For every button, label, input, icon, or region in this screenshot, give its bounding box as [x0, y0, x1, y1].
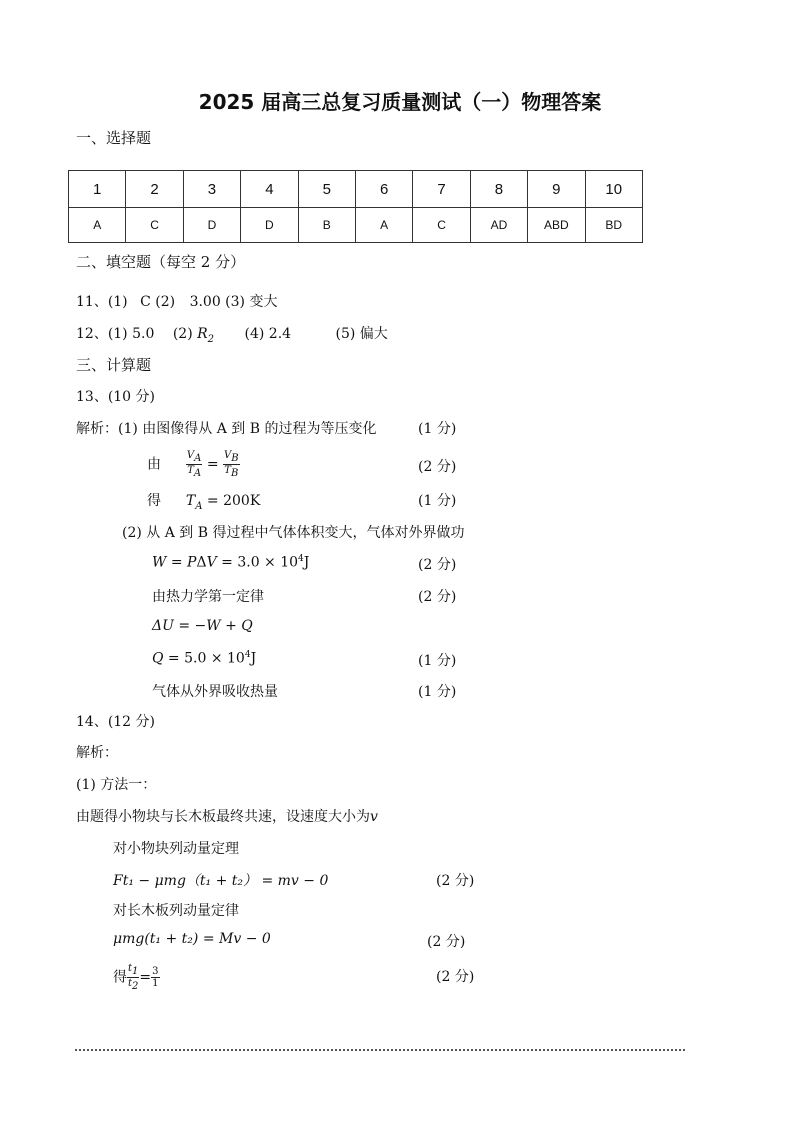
section-choice-heading: 一、选择题 [76, 129, 152, 147]
q13-de: 得 [147, 493, 161, 509]
q13-eq3: $W = P\Delta V = 3.0 \times 10^4J$ [152, 554, 310, 571]
answer-cell: A [69, 208, 126, 243]
resistor-letter: R [197, 326, 208, 342]
q13-eq3-exponent: 4 [298, 554, 304, 564]
q14-header: 14、(12 分) [76, 714, 156, 730]
q14-eq1: Ft₁ − μmg（t₁ + t₂） = mv − 0 [113, 873, 329, 889]
q14-intro-text: 由题得小物块与长木板最终共速，设速度大小为 [76, 809, 370, 825]
q12-part-d: (5) 偏大 [335, 326, 388, 342]
page-divider [75, 1049, 685, 1051]
answer-cell: ABD [528, 208, 585, 243]
answer-cell: B [298, 208, 355, 243]
fraction-vb-tb: $\frac{V_B}{T_B}$ [224, 450, 239, 479]
question-number: 8 [470, 171, 527, 208]
q14-eq3-score: (2 分) [436, 969, 475, 985]
fraction-ratio [151, 966, 159, 989]
question-number: 7 [413, 171, 470, 208]
velocity-symbol: v [370, 809, 378, 825]
q13-you: 由 [147, 456, 161, 473]
question-number: 2 [126, 171, 183, 208]
q14-eq2-score: (2 分) [427, 934, 466, 950]
answer-cell: C [413, 208, 470, 243]
q13-conclusion: 气体从外界吸收热量 [152, 684, 278, 700]
q14-de: 得 [113, 969, 127, 986]
q14-eq2: μmg(t₁ + t₂) = Mv − 0 [113, 931, 271, 947]
q13-conclusion-score: (1 分) [418, 684, 457, 700]
q14-intro [76, 806, 378, 826]
q13-eq5-value: = 5.0 × 10 [163, 650, 245, 667]
q13-eq3-unit: J [303, 554, 310, 571]
q12-part-a: 12、(1) 5.0 [76, 326, 155, 342]
q13-eq3-score: (2 分) [418, 557, 457, 573]
q11-part-b: C (2) [140, 294, 176, 310]
fraction-va-ta: $\frac{V_A}{T_A}$ [186, 450, 202, 479]
q13-eq5-score: (1 分) [418, 653, 457, 669]
question-number: 6 [355, 171, 412, 208]
q14-method: (1) 方法一： [76, 777, 157, 793]
q11-part-a: 11、(1) [76, 294, 128, 310]
ta-symbol: $T_A$ [185, 493, 203, 512]
answer-cell: D [241, 208, 298, 243]
q14-board: 对长木板列动量定律 [113, 903, 239, 919]
resistor-subscript: 2 [207, 333, 215, 345]
ratio-denominator: 1 [152, 978, 159, 989]
section-fill-heading: 二、填空题（每空 2 分） [76, 253, 246, 271]
q14-analysis: 解析： [76, 745, 118, 761]
q14-eq1-score: (2 分) [436, 873, 475, 889]
q13-step1: 解析：(1) 由图像得从 A 到 B 的过程为等压变化 [76, 421, 377, 437]
q13-eq2-value: = 200K [202, 493, 261, 509]
q13-eq2-score: (1 分) [418, 493, 457, 509]
question-number: 9 [528, 171, 585, 208]
q12-part-c: (4) 2.4 [244, 326, 292, 342]
answer-cell: D [183, 208, 240, 243]
q13-step2: (2) 从 A 到 B 得过程中气体体积变大，气体对外界做功 [122, 525, 465, 541]
q13-law-score: (2 分) [418, 589, 457, 605]
q13-eq1: 由 $\frac{V_A}{T_A}$ = $\frac{V_B}{T_B}$ [147, 450, 239, 479]
q13-eq5: $Q = 5.0 \times 10^4J$ [152, 650, 257, 667]
q13-header: 13、(10 分) [76, 389, 156, 405]
q13-eq5-exponent: 4 [244, 650, 251, 660]
q11-part-c: 3.00 (3) 变大 [189, 294, 278, 310]
section-calc-heading: 三、计算题 [76, 356, 152, 374]
q13-eq4: ΔU = −W + Q [152, 618, 253, 634]
q13-step1-score: (1 分) [418, 421, 457, 437]
q13-eq5-unit: J [250, 650, 257, 667]
question-number: 5 [298, 171, 355, 208]
q13-eq3-value: = 3.0 × 10 [216, 554, 299, 571]
answer-table [68, 170, 643, 243]
q13-eq1-score: (2 分) [418, 459, 457, 475]
q12-resistor-symbol [197, 326, 215, 345]
q13-law: 由热力学第一定律 [152, 589, 264, 605]
answer-table-number-row [69, 171, 643, 208]
question-number: 3 [183, 171, 240, 208]
page-title: 2025 届高三总复习质量测试（一）物理答案 [198, 90, 602, 114]
ratio-numerator: 3 [152, 966, 159, 977]
answer-cell: AD [470, 208, 527, 243]
q12-line [76, 323, 388, 345]
question-number: 10 [585, 171, 642, 208]
answer-cell: BD [585, 208, 642, 243]
answer-table-answer-row [69, 208, 643, 243]
q12-part-b: (2) [172, 326, 193, 342]
q14-eq3: 得 $\frac{t_1}{t_2}$ = $\frac{3}{1}$ [113, 963, 159, 992]
answer-cell: C [126, 208, 183, 243]
q11-line [76, 291, 277, 311]
question-number: 4 [241, 171, 298, 208]
q13-eq2 [147, 490, 260, 512]
fraction-t1-t2: $\frac{t_1}{t_2}$ [128, 963, 139, 992]
answer-cell: A [355, 208, 412, 243]
question-number: 1 [69, 171, 126, 208]
q14-small-block: 对小物块列动量定理 [113, 841, 239, 857]
